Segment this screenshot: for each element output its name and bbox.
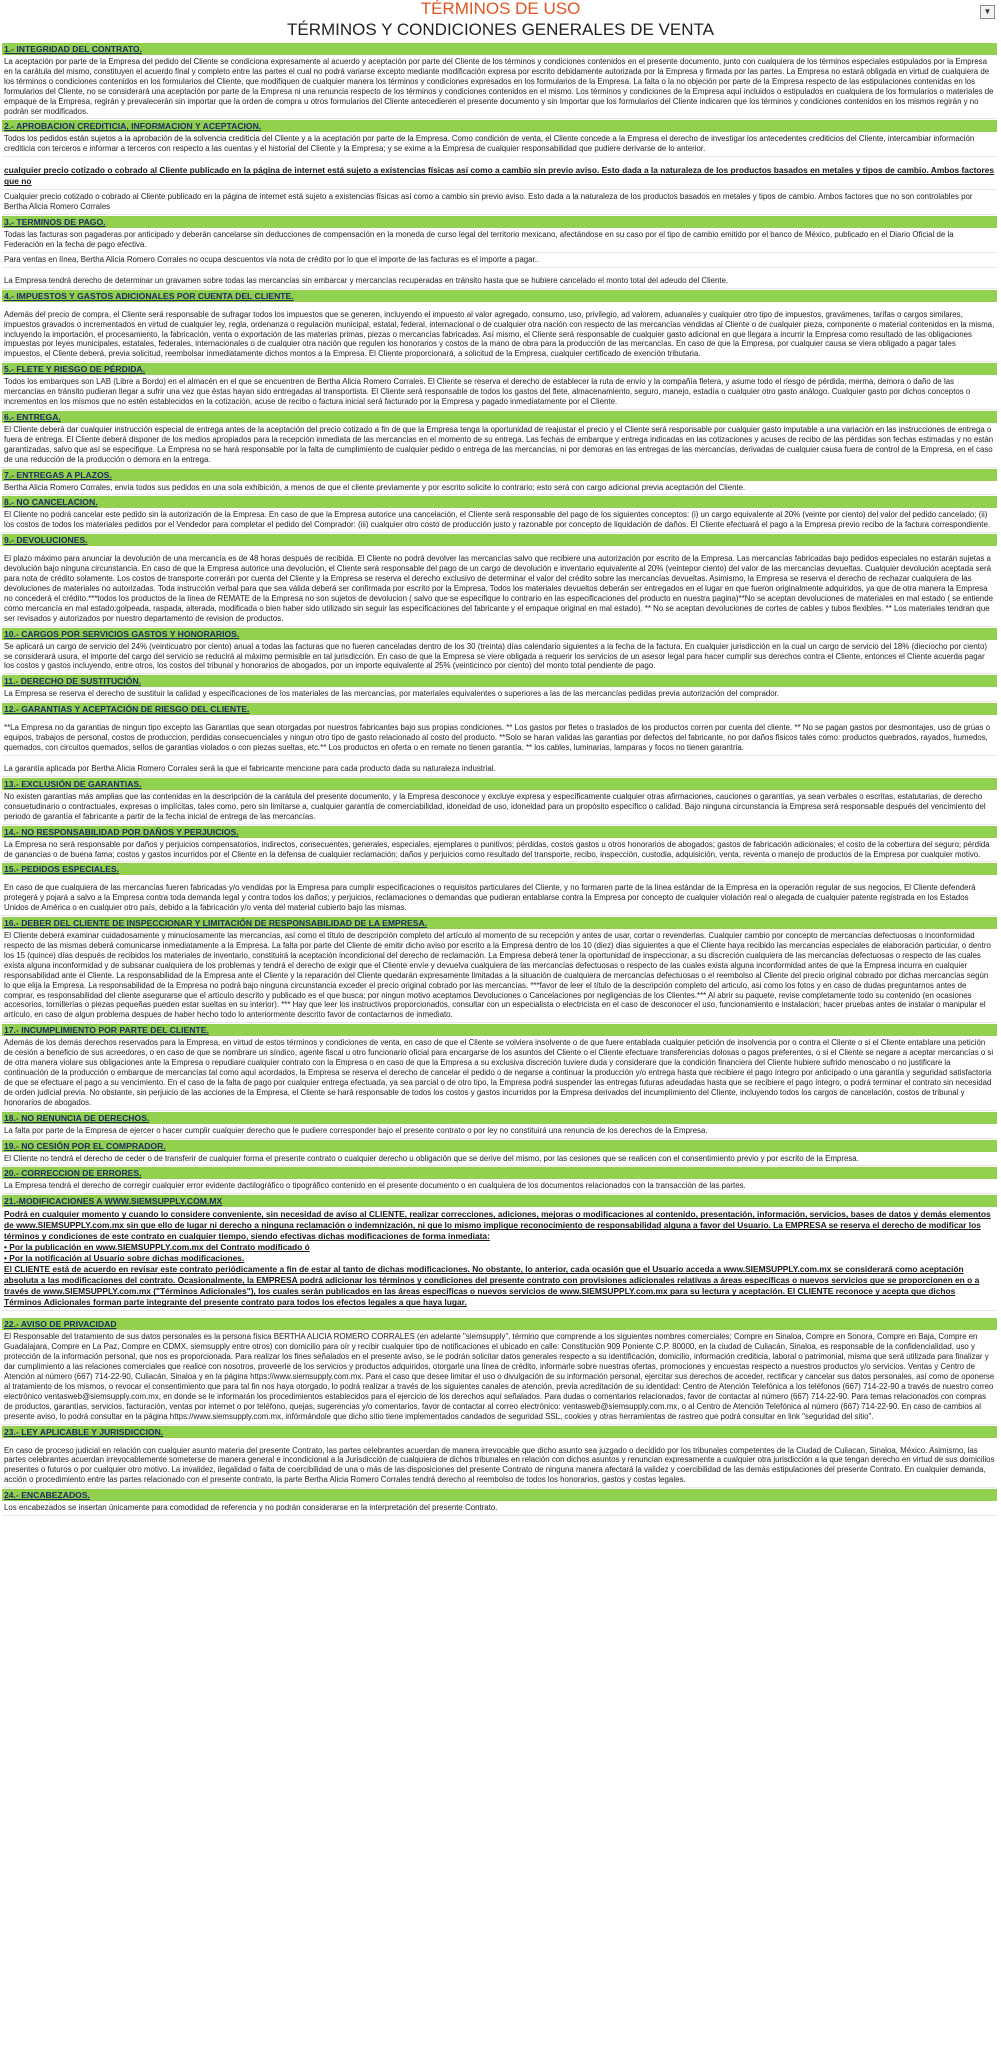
section-paragraph: El Cliente no tendrá el derecho de ceder o de transferir de cualquier forma el presente contrato o cualquier derecho u obligación que se derive del mismo, por las cesiones que se realicen con el consentimiento previo y por escrito de la Empresa. [2,1152,997,1167]
section-heading: 21.-MODIFICACIONES A WWW.SIEMSUPPLY.COM.MX [2,1195,997,1207]
section-paragraph: Para ventas en línea, Bertha Alicia Romero Corrales no ocupa descuentos vía nota de crédito por lo que el importe de las facturas es el importe a pagar.. [2,253,997,268]
section-paragraph: Todas las facturas son pagaderas por anticipado y deberán cancelarse sin deducciones de compensación en la moneda de curso legal del territorio mexicano, afectándose en su caso por el tipo de cambio emitido por el banco de México, publicado en el Diario Oficial de la Federación en la fecha de pago efectiva. [2,228,997,253]
section-heading: 17.- INCUMPLIMIENTO POR PARTE DEL CLIENTE. [2,1024,997,1036]
page-title: TÉRMINOS DE USO [420,0,581,18]
section-paragraph: Además del precio de compra, el Cliente será responsable de sufragar todos los impuestos que se generen, incluyendo el impuesto al valor agregado, consumo, uso, privilegio, ad valorem, aduanales y cualquier otro tipo de impuestos, gravámenes, tarifas o cargos similares, impuestos gravados o incrementados en virtud de cualquier ley, regla, ordenanza o regulación municipal, estatal, federal, internacional o de cualquier otra nación con respecto de las mercancías vendidas al Cliente o de cualquier pieza, componente o material contenidos en la misma, incluyendo la importación, el procesamiento, la fabricación, venta o exportación de las materias primas, piezas o mercancías fabricadas. Así mismo, el Cliente será responsable de cualquier gasto adicional en que llegara a incurrir la Empresa como resultado de las obligaciones impuestas por leyes municipales, estatales, federales, internacionales o de cualquier otra nación que regulen los honorarios y costos de la mano de obra para la producción de las mercancías. En caso de que la Empresa, por cualquier causa se viera obligado a pagar tales impuestos, el Cliente deberá, previa solicitud, reembolsar inmediatamente dichos montos a la Empresa. El Cliente proporcionará, a solicitud de la Empresa, cualquier certificado de exención tributaria. [2,308,997,363]
section-paragraph: En caso de proceso judicial en relación con cualquier asunto materia del presente Contrato, las partes celebrantes acuerdan de manera irrevocable que dicho asunto sea juzgado o decidido por los tribunales competentes de la Ciudad de Culiacan, Sinaloa, México. Asimismo, las partes celebrantes acuerdan irrevocablemente someterse de manera general e incondicional a la Jurisdicción de cualquiera de dichos tribunales en relación con dichos asuntos y renuncian expresamente a cualquier otra jurisdicción a la que tengan derecho en virtud de sus domicilios presentes o futuros o por cualquier otro motivo. La invalidez, ilegalidad o falta de coercibilidad de una o más de las disposiciones del presente Contrato de ninguna manera afectará la validez y coercibilidad de las demás estipulaciones del presente Contrato. En cualquier demanda, acción o procedimiento entre las partes relacionado con el presente contrato, la parte Bertha Alicia Romero Corrales tendrá derecho al reembolso de todos los honorarios, gastos y costas legales. [2,1444,997,1489]
scroll-down-button[interactable] [980,5,995,19]
section-paragraph: El Cliente no podrá cancelar este pedido sin la autorización de la Empresa. En caso de que la Empresa autorice una cancelación, el Cliente será responsable del pago de los siguientes conceptos: (i) un cargo equivalente al 20% (veinte por ciento) del valor del pedido cancelado; (ii) los costos de todos los materiales pedidos por el Vendedor para completar el pedido del Comprador: (iii) cualquier otro costo de producción justo y razonable por concepto de liquidación de daños. El Cliente efectuará el pago a la Empresa previo recibo de la factura correspondiente. [2,508,997,533]
section-heading: 6.- ENTREGA. [2,411,997,423]
section-paragraph: La Empresa tendrá derecho de determinar un gravamen sobre todas las mercancías sin embarcar y mercancías recuperadas en tránsito hasta que se hubiere cancelado el monto total del adeudo del Cliente. [2,274,997,289]
section-paragraph: Se aplicará un cargo de servicio del 24% (veinticuatro por ciento) anual a todas las facturas que no fueren canceladas dentro de los 30 (treinta) días calendario siguientes a la fecha de la factura. En cualquier jurisdicción en la cual un cargo de servicio del 18% (dieciocho por ciento) se considerará usura, el importe del cargo del servicio se reducirá al máximo permisible en tal jurisdicción. En caso de que la Empresa se viere obligada a requerir los servicios de un asesor legal para hacer cumplir sus derechos contra el Cliente, entonces el Cliente acuerda pagar los costos y gastos incluyendo, entre otros, los costos del tribunal y honorarios de abogados, por un importe equivalente al 25% (veinticinco por ciento) del monto total pendiente de pago. [2,640,997,675]
section-heading: 11.- DERECHO DE SUSTITUCIÓN. [2,675,997,687]
section-paragraph: La garantía aplicada por Bertha Alicia Romero Corrales será la que el fabricante mencione para cada producto dada su naturaleza industrial. [2,762,997,777]
section-paragraph: cualquier precio cotizado o cobrado al Cliente publicado en la página de internet está sujeto a existencias físicas así como a cambio sin previo aviso. Esto dada a la naturaleza de los productos basados en metales y tipos de cambio. Ambos factores que no [2,163,997,190]
section-heading: 23.- LEY APLICABLE Y JURISDICCION. [2,1426,997,1438]
section-heading: 7.- ENTREGAS A PLAZOS. [2,469,997,481]
section-paragraph: No existen garantías más amplias que las contenidas en la descripción de la carátula del presente documento, y la Empresa desconoce y excluye expresa y específicamente cualquier otras afirmaciones, cauciones o garantías, ya sean verbales o escritas, estatutarias, de derecho consuetudinario o contractuales, expresas o implícitas, tales como, pero sin limitarse a, cualquier garantía de comerciabilidad, idoneidad de uso, idoneidad para un propósito específico o calidad. Bajo ninguna circunstancia la Empresa será responsable después del vencimiento del periodo de garantía el fabricante a partir de la fecha inicial de entrega de las mercancías. [2,790,997,825]
section-heading: 5.- FLETE Y RIESGO DE PÉRDIDA. [2,363,997,375]
section-paragraph: La Empresa se reserva el derecho de sustituir la calidad y especificaciones de los materiales de las mercancías, por materiales equivalentes o superiores a las de las mercancías pedidas previa autorización del comprador. [2,687,997,702]
section-heading: 4.- IMPUESTOS Y GASTOS ADICIONALES POR CUENTA DEL CLIENTE. [2,290,997,302]
section-heading: 15.- PEDIDOS ESPECIALES. [2,863,997,875]
section-paragraph: Los encabezados se insertan únicamente para comodidad de referencia y no podrán considerarse en la interpretación del presente Contrato. [2,1501,997,1516]
section-heading: 9.- DEVOLUCIONES. [2,534,997,546]
section-heading: 1.- INTEGRIDAD DEL CONTRATO. [2,43,997,55]
section-heading: 8.- NO CANCELACION. [2,496,997,508]
section-paragraph: Cualquier precio cotizado o cobrado al Cliente publicado en la página de internet está sujeto a existencias físicas así como a cambio sin previo aviso. Esto dada a la naturaleza de los productos basados en metales y tipos de cambio. Ambos factores que no son controlables por Bertha Alicia Romero Corrales [2,190,997,215]
paragraph-spacer [2,1311,997,1317]
section-heading: 3.- TERMINOS DE PAGO. [2,216,997,228]
section-paragraph: La Empresa no será responsable por daños y perjuicios compensatorios, indirectos, consecuentes, generales, especiales, ejemplares o punitivos; pérdidas, costos gastos u otros honorarios de abogados; gastos de fabricación adicionales; el costo de la cobertura del seguro; pérdida de ganancias o de buena fama; costos y gastos incurridos por el Cliente en la defensa de cualquier reclamación; daños y perjuicios como resultado del transporte, recibo, inspección, custodia, adquisición, venta, reventa o manejo de productos de la Empresa por cualquier motivo. [2,838,997,863]
section-heading: 22.- AVISO DE PRIVACIDAD [2,1318,997,1330]
section-heading: 16.- DEBER DEL CLIENTE DE INSPECCIONAR Y LIMITACIÓN DE RESPONSABILIDAD DE LA EMPRESA. [2,917,997,929]
section-paragraph: Además de los demás derechos reservados para la Empresa, en virtud de estos términos y condiciones de venta, en caso de que el Cliente se volviera insolvente o de que fuere entablada cualquier petición de insolvencia por o contra el Cliente o si el Cliente entablare una petición de cesión a beneficio de sus acreedores, o en caso de que se nombrare un síndico, agente fiscal u otro funcionario oficial para encargarse de los asuntos del Cliente o el Cliente efectuare transferencias dolosas o pagos preferentes, o si el Cliente se negare a aceptar mercancías o si de otra manera violare sus obligaciones ante la Empresa o repudiare cualquier contrato con la Empresa o en caso de que la Empresa a su exclusiva discreción tuviere duda y considerare que la condición financiera del Cliente hubiere sufrido menoscabo o no justificare la continuación de la producción o embarque de mercancías tal como aquí acordados, la Empresa se reserva el derecho de cancelar el pedido o de negarse a continuar la producción y/o entrega hasta que recibiere el pago íntegro por anticipado o una garantía y seguridad satisfactoria de que se efectuare el pago a su vencimiento. En el caso de la falta de pago por cualquier entrega efectuada, ya sea parcial o de otro tipo, la Empresa podrá suspender las entregas futuras adeudadas hasta que se recibiere el pago íntegro, o podrá terminar el contrato sin necesidad de orden judicial previa. No obstante, sin perjuicio de las acciones de la Empresa, el Cliente se hará responsable de todos los costos y gastos incurridos por la Empresa derivados del incumplimiento del Cliente, incluyendo todos los cargos de cancelación, costos de tribunal y honorarios de abogados. [2,1036,997,1110]
section-paragraph: Bertha Alicia Romero Corrales, envía todos sus pedidos en una sola exhibición, a menos de que el cliente previamente y por escrito solicite lo contrario; esto será con cargo adicional previa aceptación del Cliente. [2,481,997,496]
section-heading: 18.- NO RENUNCIA DE DERECHOS. [2,1112,997,1124]
section-paragraph: El plazo máximo para anunciar la devolución de una mercancía es de 48 horas después de recibida. El Cliente no podrá devolver las mercancías salvo que recibiere una autorización por escrito de la Empresa. Las mercancías fabricadas bajo pedidos especiales no estarán sujetas a devolución bajo ninguna circunstancia. En caso de que la Empresa autorice una devolución, el Cliente será responsable del pago de un cargo de devolución e inventario equivalente al 20% (veintepor ciento) del valor de las mercancías devueltas. Cualquier devolución aceptada será para nota de crédito solamente. Los costos de transporte correrán por cuenta del Cliente y la Empresa se reserva el derecho exclusivo de determinar el valor del crédito sobre las mercancías devueltas. Asimismo, la Empresa se reserva el derecho de rechazar cualquiera de las devoluciones de materiales no autorizadas. Toda instrucción verbal para que sea válida deberá ser confirmada por escrito por la Empresa. Todos los materiales devueltos deberán ser entregados en el lugar en que fueron originalmente adquiridos, ya que de otra manera la Empresa no concederá el crédito.***todos los productos de la línea de REMATE de la Empresa no son sujetos de devolucion ( salvo que se especifique lo contrario en las especificaciones del producto en nuestra pagina)**No se aceptan devoluciones de materiales en mal estado ( se entiende como mercancía en mal estado:golpeada, raspada, alterada, modificada o bien haber sido utilizado sin seguir las especificaciones del fabricante y el empaque original en mal estado). ** No se aceptan devoluciones de cortes de cables y tubos flexibles. ** Los materiales tendran que ser revisados y autorizados por nuestro departamento de revision de productos. [2,552,997,626]
section-paragraph: **La Empresa no da garantias de ningun tipo excepto las Garantias que sean otorgadas por nuestros fabricantes bajo sus propias condiciones. ** Los gastos por fletes o traslados de los productos corren por cuenta del cliente. ** No se pagan gastos por desmontajes, uso de grúas o equipos, trabajos de personal, costos de produccion, perdidas consecuenciales y ningun otro tipo de gasto relacionado al costo del producto. **Solo se haran validas las garantias por defectos del fabricante, no por daños fisicos tales como: productos quebrados, rayados, humedos, quemados, con circuitos quemados, sellos de garantias violados o con piezas sueltas, etc.** Los productos en oferta o en remate no tienen garantía. ** los cables, luminarias, lamparas y focos no tienen garantria. [2,721,997,756]
section-heading: 24.- ENCABEZADOS. [2,1489,997,1501]
section-heading: 10.- CARGOS POR SERVICIOS GASTOS Y HONORARIOS. [2,628,997,640]
section-heading: 13.- EXCLUSIÓN DE GARANTIAS. [2,778,997,790]
section-paragraph: La aceptación por parte de la Empresa del pedido del Cliente se condiciona expresamente al acuerdo y aceptación por parte del Cliente de los términos y condiciones contenidos en el presente documento, junto con cualquiera de los términos especiales estipulados por la Empresa en la carátula del mismo, constituyen el acuerdo final y completo entre las partes el cual no podrá variarse excepto mediante modificación expresa por escrito debidamente autorizada por la Empresa y firmada por las partes. La Empresa no estará obligada en virtud de cualquiera de los términos o condiciones contenidos en los formularios del Cliente, que modifiquen de cualquier manera los términos y condiciones expresados en los formularios de la Empresa. La falta o la no objeción por parte de la Empresa respecto de las estipulaciones contenidas en los formularios del Cliente, no se considerará una aceptación por parte de la Empresa ni una renuncia respecto de los términos y condiciones contenidos en el mismo. Los términos y condiciones de la Empresa aquí incluidos o estipulados en cualquiera de los formularios o materiales de empaque de la Empresa, regirán y prevalecerán sin importar que la orden de compra u otros formularios del Cliente antecedieren el presente documento y sin Importar que los formularios del Cliente indicaren que los términos y condiciones contenidos en los mismos regirán y no podrán ser modificados. [2,55,997,119]
section-paragraph: Todos los embarques son LAB (Libre a Bordo) en el almacén en el que se encuentren de Bertha Alicia Romero Corrales. El Cliente se reserva el derecho de establecer la ruta de envío y la compañía fletera, y asume todo el riesgo de pérdida, merma, demora o daño de las mercancías en tránsito pudieran llegar a sufrir una vez que éstas hayan sido entregadas al transportista. El Cliente será responsable de todos los gastos del flete, almacenamiento, seguro, manejo, estadía o cualquier otro gasto análogo. Cualquier gasto por dichos conceptos o incrementos en los mismos que no estén establecidos en la cotización, acuse de recibo o factura inicial será facturado por la Empresa y pagado inmediatamente por el Cliente. [2,375,997,410]
section-paragraph: La falta por parte de la Empresa de ejercer o hacer cumplir cualquier derecho que le pudiere corresponder bajo el presente contrato o por ley no constituirá una renuncia de los derechos de la Empresa. [2,1124,997,1139]
section-heading: 20.- CORRECCION DE ERRORES. [2,1167,997,1179]
section-heading: 19.- NO CESIÓN POR EL COMPRADOR. [2,1140,997,1152]
section-paragraph: El Cliente deberá dar cualquier instrucción especial de entrega antes de la aceptación del precio cotizado a fin de que la Empresa tenga la oportunidad de reajustar el precio y el Cliente será responsable por cualquier gasto imputable a una variación en las instrucciones de entrega o fuera de entrega. El Cliente deberá disponer de los medios apropiados para la recepción inmediata de las mercancías en el momento de su entrega. Las fechas de embarque y entrega indicadas en las cotizaciones y acuses de recibo de las pérdidas son fechas estimadas y no están garantizadas, salvo que así se especifique. La Empresa no se hará responsable por la falta de cumplimiento de cualquier pedido o entrega de las mercancías, ni por demoras en las entregas de las mercancías, derivadas de cualquier causa fuera de control de la Empresa, en el caso de una reducción de la producción o demora en la entrega. [2,423,997,468]
section-paragraph: En caso de que cualquiera de las mercancías fueren fabricadas y/o vendidas por la Empresa para cumplir especificaciones o requisitos particulares del Cliente, y no formaren parte de la línea estándar de la Empresa en la operación regular de sus negocios, El Cliente defenderá protegerá y pojará a salvo a la Empresa contra toda demanda legal y contra todos los daños; y perjuicios, reclamaciones o demandas que pudieran entablarse contra la Empresa por concepto de cualquier violación real o alegada de cualquier patente registrada en los Estados Unidos de América o en cualquier otro país, debido a la fabricación y/o venta del material cubierto bajo las mismas. [2,881,997,916]
triangle-down-icon: ▼ [983,7,992,16]
section-heading: 12.- GARANTIAS Y ACEPTACIÓN DE RIESGO DEL CLIENTE. [2,703,997,715]
section-paragraph: La Empresa tendrá el derecho de corregir cualquier error evidente dactilográfico o tipográfico contenido en el presente documento o en cualquiera de los documentos relacionados con la transacción de las partes. [2,1179,997,1194]
section-heading: 2.- APROBACION CREDITICIA, INFORMACION Y ACEPTACION. [2,120,997,132]
section-paragraph: Podrá en cualquier momento y cuando lo considere conveniente, sin necesidad de aviso al CLIENTE, realizar correcciones, adiciones, mejoras o modificaciones al contenido, presentación, información, servicios, bases de datos y demás elementos de www.SIEMSUPPLY.com.mx sin que ello de lugar ni derecho a ninguna reclamación o indemnización, ni que lo mismo implique reconocimiento de responsabilidad alguna a favor del Usuario. La EMPRESA se reserva el derecho de modificar los términos y condiciones de este contrato en cualquier tiempo, siendo efectivas dichas modificaciones de forma inmediata: • Por la publicación en www.SIEMSUPPLY.com.mx del Contrato modificado ó • Por la notificación al Usuario sobre dichas modificaciones. El CLIENTE está de acuerdo en revisar este contrato periódicamente a fin de estar al tanto de dichas modificaciones. No obstante, lo anterior, cada ocasión que el Usuario acceda a www.SIEMSUPPLY.com.mx se considerará como aceptación absoluta a las modificaciones del contrato. Ocasionalmente, la EMPRESA podrá adicionar los términos y condiciones del presente contrato con provisiones adicionales relativas a áreas específicas o nuevos servicios que se proporcionen en o a través de www.SIEMSUPPLY.com.mx ("Términos Adicionales"), los cuales serán publicados en las áreas específicas o nuevos servicios de www.SIEMSUPPLY.com.mx para su lectura y aceptación. El CLIENTE reconoce y acepta que dichos Términos Adicionales forman parte integrante del presente contrato para todos los efectos legales a que haya lugar. [2,1207,997,1311]
section-paragraph: El Responsable del tratamiento de sus datos personales es la persona física BERTHA ALICIA ROMERO CORRALES (en adelante "siemsupply", término que comprende a los siguientes nombres comerciales; Compre en Sinaloa, Compre en Sonora, Compre en Baja, Compre en Guadalajara, Compre en La Paz, Compre en CDMX, siemsupply entre otros) con domicilio para oír y recibir cualquier tipo de notificaciones el ubicado en calle: Constitución 909 Poniente C.P. 80000, en la ciudad de Culiacán, Sinaloa, es responsable de la confidencialidad, uso y protección de la información personal, que nos es proporcionada. Para realizar los fines señalados en el presente aviso, se le podrán solicitar datos generales respecto a su identificación, domicilio, información crediticia, laboral o patrimonial, misma que será utilizada para finalizar y dar cumplimiento a las relaciones comerciales que realice con nosotros, proveerle de los servicios y productos adquiridos, otorgarle una línea de crédito, informarle sobre nuestras ofertas, promociones y encuestas respecto a nuestros productos y/o servicios. Ventas y Centro de Atención al número (667) 714-22-90, Culiacán, Sinaloa y en la página https://www.siemsupply.com.mx. Para el caso que desee limitar el uso o divulgación de su información personal, ejercitar sus derechos de acceder, rectificar y cancelar sus datos personales, así como de oponerse al tratamiento de los mismos, o revocar el consentimiento que para tal fin nos haya otorgado, lo podrá realizar a través de los siguientes canales de atención, previa acreditación de su identidad: Centro de Atención Telefónica a los teléfonos (667) 714-22-90 a través de nuestro correo electrónico ventasweb@siemsupply.com.mx, en donde se le informarán los procedimientos establecidos para el ejercicio de los derechos aquí señalados. Para dudas o comentarios relacionados, favor de contactar al número (667) 714-22-90. Para temas relacionados con compras de productos, garantías, servicios, facturación, ventas por internet o por teléfono, quejas, sugerencias y/o comentarios, favor de contactar al correo electrónico: ventasweb@siemsupply.com.mx, o al Centro de Atención Telefónica al número (667) 714-22-90. En caso de cambios al presente aviso, lo podrá consultar en la página https://www.siemsupply.com.mx, infórmándole que dicho sitio tiene implementados candados de seguridad SSL, cookies y otras herramientas de rastreo que podrá consultar en link "seguridad del sitio". [2,1330,997,1424]
page-subtitle: TÉRMINOS Y CONDICIONES GENERALES DE VENTA [287,20,714,39]
terms-content [0,43,1001,1516]
section-paragraph: Todos los pedidos están sujetos a la aprobación de la solvencia crediticia del Cliente y a la aceptación por parte de la Empresa. Como condición de venta, el Cliente concede a la Empresa el derecho de investigar los antecedentes crediticios del Cliente, intercambiar información crediticia con terceros e informar a terceros con respecto a las cuentas y el historial del Cliente y la Empresa; y se exime a la Empresa de cualquier responsabilidad que pudiere derivarse de lo anterior. [2,132,997,157]
section-heading: 14.- NO RESPONSABILIDAD POR DAÑOS Y PERJUICIOS. [2,826,997,838]
section-paragraph: El Cliente deberá examinar cuidadosamente y minuciosamente las mercancías, así como el título de descripción completo del artículo al momento de su recepción y antes de usar, cortar o revenderlas. Cualquier cambio por concepto de mercancías defectuosas o inconformidad respecto de las mismas deberá comunicarse inmediatamente a la Empresa. La falta por parte del Cliente de emitir dicho aviso por escrito a la Empresa dentro de los 10 (diez) días siguientes a que el Cliente haya recibido las mercancías especiales de elaboración particular, o dentro los 15 (quince) días después de recibidos los materiales de inventario, constituirá la aceptación incondicional del derecho de reclamación. La Empresa deberá tener la oportunidad de inspeccionar, a su discreción cualquiera de las mercancías defectuosas o respecto de las cuales exista alguna inconformidad y de subsanar cualquiera de los problemas y tendrá el derecho de exigir que el Cliente envíe y devuelva cualquiera de las mercancías defectuosas o respecto de las cuales exista alguna inconformidad antes de que la Empresa incurra en cualquier responsabilidad ante el Cliente. La responsabilidad de la Empresa ante el Cliente y la reparación del Cliente quedarán expresamente limitadas a la situación de cualquiera de mercancías defectuosas o el reembolso al Cliente del precio original cobrado por dichas mercancías según lo que elija la Empresa. La responsabilidad de la Empresa no podrá bajo ninguna circunstancia exceder el precio original cobrado por las mercancías. ***favor de leer el título de la descripción completo del articulo, asi como los fotos y en caso de dudas preguntarnos antes de comprar, es responsabilidad del cliente asegurarse que el artículo descrito y publicado es el que busca; por ningun motivo aceptamos Devoluciones o Cancelaciones por negligencias de los Clientes.*** Al abrir su paquete, revise completamente todo su contenido (en ocasiones accesorios, tornillerías o piezas pequeñas pueden estar sueltas en su interior). *** Hay que leer los instructivos proporcionados, consultar con un especialista o electricista en el caso de desconocer el uso, funcionamiento e instalacion; hacer pruebas antes de instalar o manipular el artículo, en caso de algun problema despues de haber hecho todo lo anteriormente descrito favor de contactarnos de inmediato. [2,929,997,1023]
